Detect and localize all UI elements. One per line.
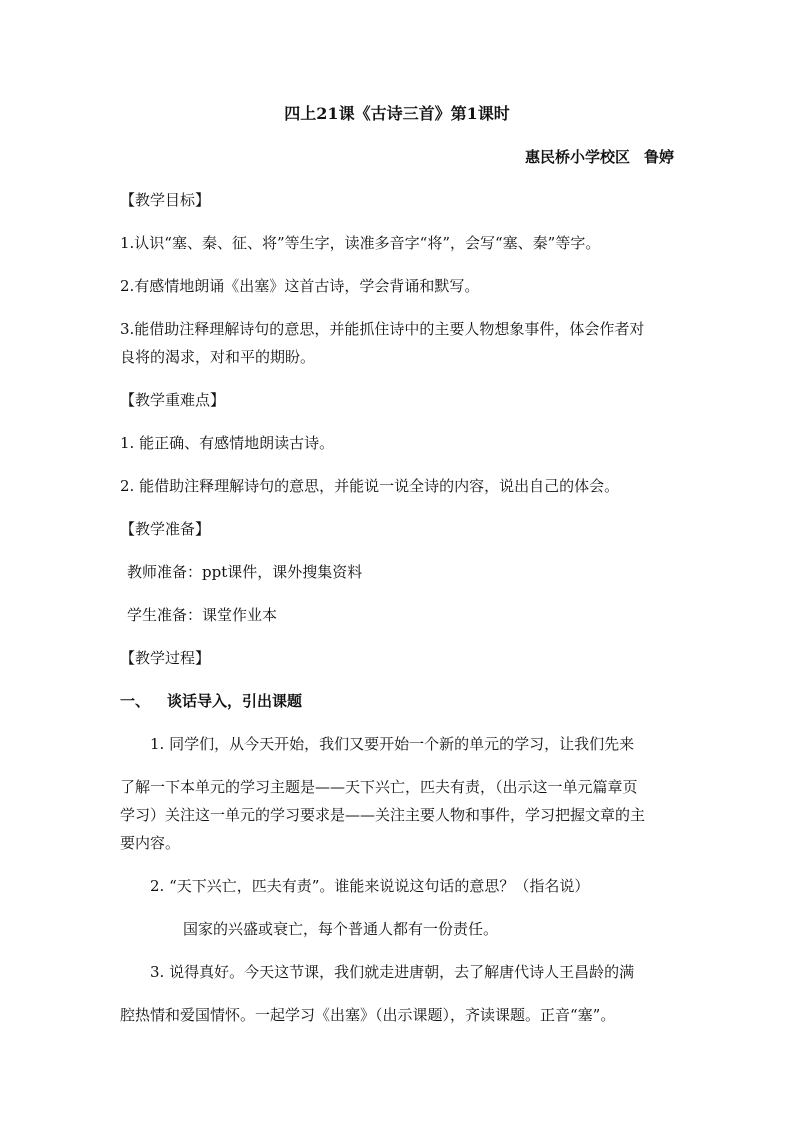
part1-para1-line3: 学习）关注这一单元的学习要求是——关注主要人物和事件，学习把握文章的主: [120, 806, 646, 824]
goal-item-2: 2.有感情地朗诵《出塞》这首古诗，学会背诵和默写。: [120, 277, 480, 295]
author-school: 惠民桥小学校区: [524, 148, 630, 166]
key-points-heading: 【教学重难点】: [120, 391, 226, 409]
part1-para1-line4: 要内容。: [120, 834, 181, 852]
author-line: [525, 147, 674, 167]
key-point-2: 2. 能借助注释理解诗句的意思，并能说一说全诗的内容，说出自己的体会。: [120, 477, 620, 495]
author-name: 鲁婷: [643, 148, 674, 166]
page-title: 四上21课《古诗三首》第1课时: [284, 104, 510, 123]
goal-item-3: 3.能借助注释理解诗句的意思，并能抓住诗中的主要人物想象事件，体会作者对: [120, 320, 645, 338]
part1-para1-line2: 了解一下本单元的学习主题是——天下兴亡，匹夫有责，（出示这一单元篇章页: [120, 778, 638, 796]
prep-heading: 【教学准备】: [120, 520, 211, 538]
part1-para3-line1: 3. 说得真好。今天这节课，我们就走进唐朝，去了解唐代诗人王昌龄的满: [150, 963, 635, 981]
part1-heading-num: 一、: [120, 692, 151, 710]
prep-teacher: 教师准备：ppt课件，课外搜集资料: [127, 563, 363, 581]
key-point-1: 1. 能正确、有感情地朗读古诗。: [120, 434, 335, 452]
prep-student: 学生准备：课堂作业本: [127, 606, 278, 624]
part1-heading-text: 谈话导入，引出课题: [167, 692, 303, 710]
part1-para2: 2. “天下兴亡，匹夫有责”。谁能来说说这句话的意思？（指名说）: [150, 877, 590, 895]
part1-para1-line1: 1. 同学们，从今天开始，我们又要开始一个新的单元的学习，让我们先来: [150, 735, 635, 753]
goals-heading: 【教学目标】: [120, 191, 211, 209]
process-heading: 【教学过程】: [120, 649, 211, 667]
goal-item-3-cont: 良将的渴求，对和平的期盼。: [120, 348, 316, 366]
part1-para3-line2: 腔热情和爱国情怀。一起学习《出塞》（出示课题），齐读课题。正音“塞”。: [120, 1006, 616, 1024]
part1-para2-answer: 国家的兴盛或衰亡，每个普通人都有一份责任。: [183, 920, 499, 938]
goal-item-1: 1.认识“塞、秦、征、将”等生字，读准多音字“将”，会写“塞、秦”等字。: [120, 234, 601, 252]
